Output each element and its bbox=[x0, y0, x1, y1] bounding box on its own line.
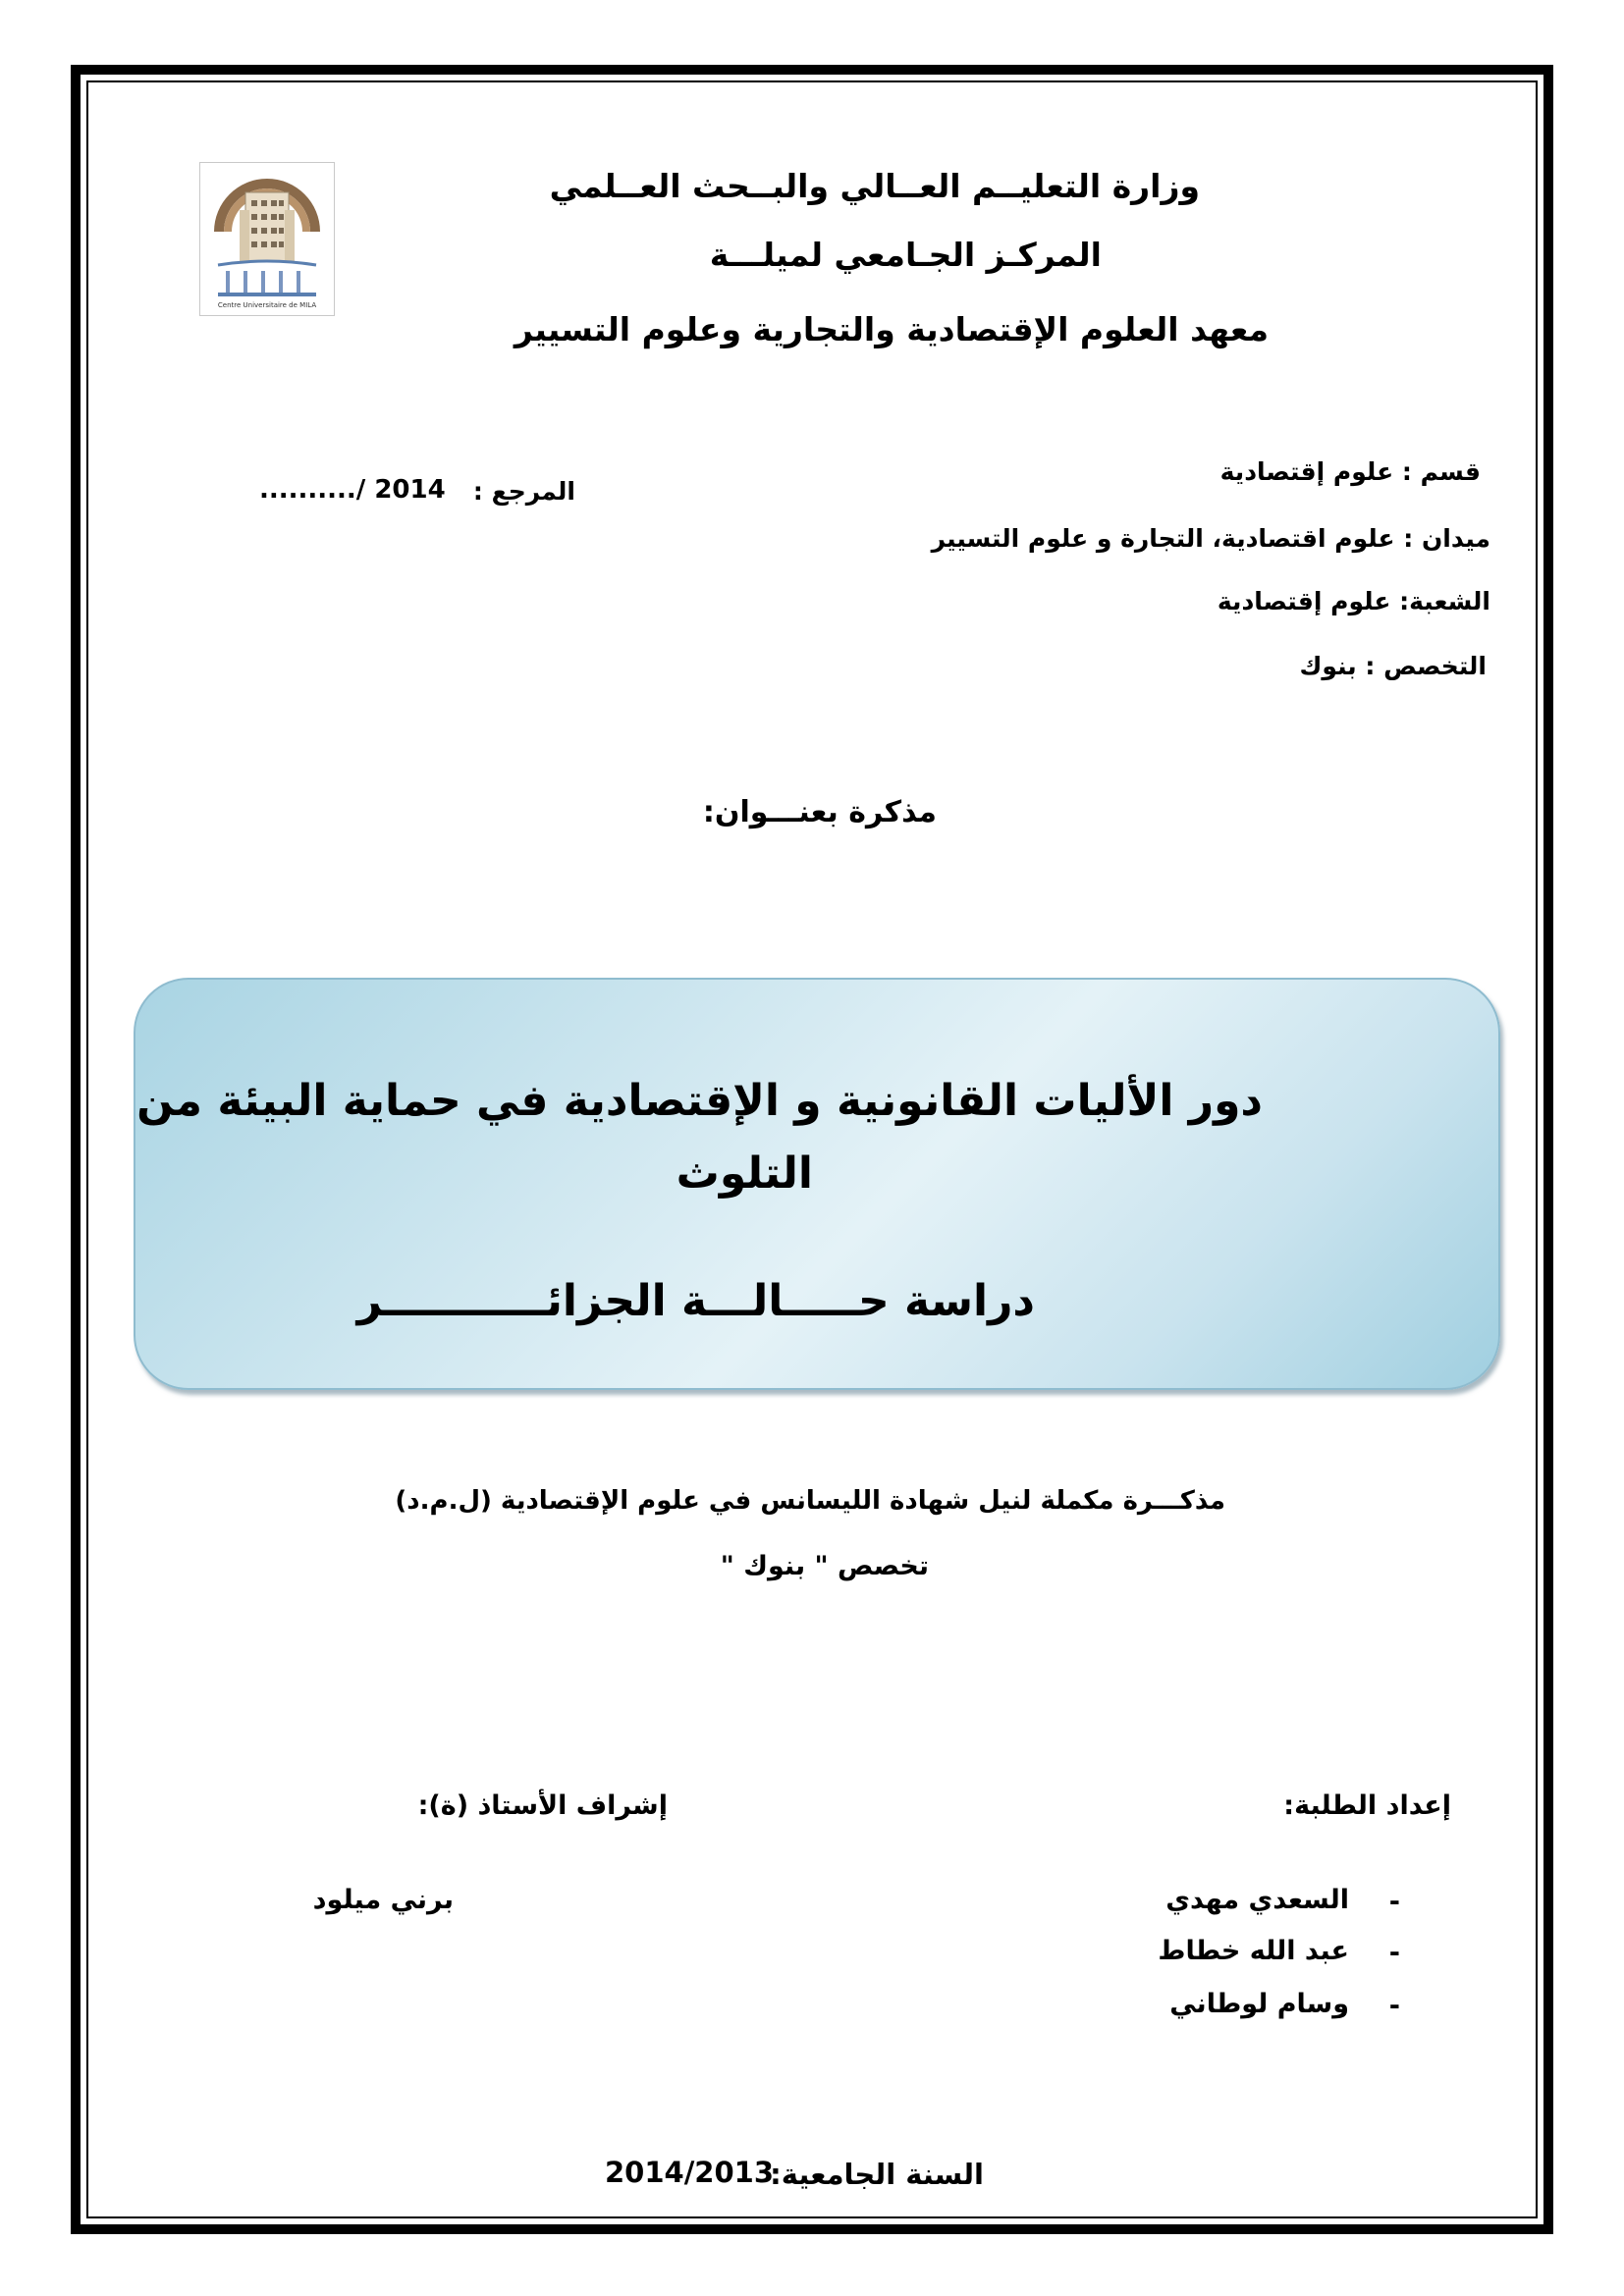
supervisor-name: برني ميلود bbox=[312, 1885, 454, 1915]
reference-label: المرجع : bbox=[472, 477, 575, 506]
supervisor-label: إشراف الأستاذ (ة): bbox=[417, 1790, 668, 1821]
academic-year-label: السنة الجامعية: bbox=[770, 2158, 984, 2191]
thesis-title-line1: دور الأليات القانونية و الإقتصادية في حماية البيئة من bbox=[136, 1076, 1263, 1126]
student-bullet: - bbox=[1388, 1887, 1400, 1917]
specialization-line: تخصص " بنوك " bbox=[720, 1551, 929, 1581]
student-bullet: - bbox=[1388, 1991, 1400, 2021]
department-line: قسم : علوم إقتصادية bbox=[1219, 457, 1481, 486]
students-label: إعداد الطلبة: bbox=[1283, 1790, 1451, 1821]
memo-title-label: مذكرة بعنـــوان: bbox=[702, 795, 937, 829]
reference-value: ........../ 2014 bbox=[259, 475, 446, 505]
university-center-name: المركـز الجـامعي لميلـــة bbox=[709, 236, 1102, 274]
student-name: وسام لوطاني bbox=[1169, 1989, 1349, 2019]
branch-line: الشعبة: علوم إقتصادية bbox=[1217, 587, 1490, 615]
academic-year-value: 2014/2013 bbox=[605, 2156, 775, 2189]
student-name: السعدي مهدي bbox=[1165, 1885, 1349, 1915]
ministry-name: وزارة التعليــم العــالي والبــحث العــلمي bbox=[549, 167, 1200, 205]
thesis-title-line2: التلوث bbox=[676, 1148, 813, 1199]
thesis-title-box bbox=[134, 978, 1500, 1390]
student-bullet: - bbox=[1388, 1938, 1400, 1968]
institute-name: معهد العلوم الإقتصادية والتجارية وعلوم التسيير bbox=[514, 310, 1269, 348]
university-logo bbox=[199, 162, 335, 316]
field-line: ميدان : علوم اقتصادية، التجارة و علوم التسيير bbox=[931, 524, 1490, 553]
logo-caption: Centre Universitaire de MILA bbox=[217, 301, 317, 309]
degree-line: مذكـــرة مكملة لنيل شهادة الليسانس في علوم الإقتصادية (ل.م.د) bbox=[395, 1486, 1225, 1516]
case-study-subtitle: دراسة حـــــالـــة الجزائـــــــــــر bbox=[356, 1276, 1035, 1326]
student-name: عبد الله خطاط bbox=[1158, 1936, 1349, 1966]
specialty-line: التخصص : بنوك bbox=[1299, 652, 1487, 680]
